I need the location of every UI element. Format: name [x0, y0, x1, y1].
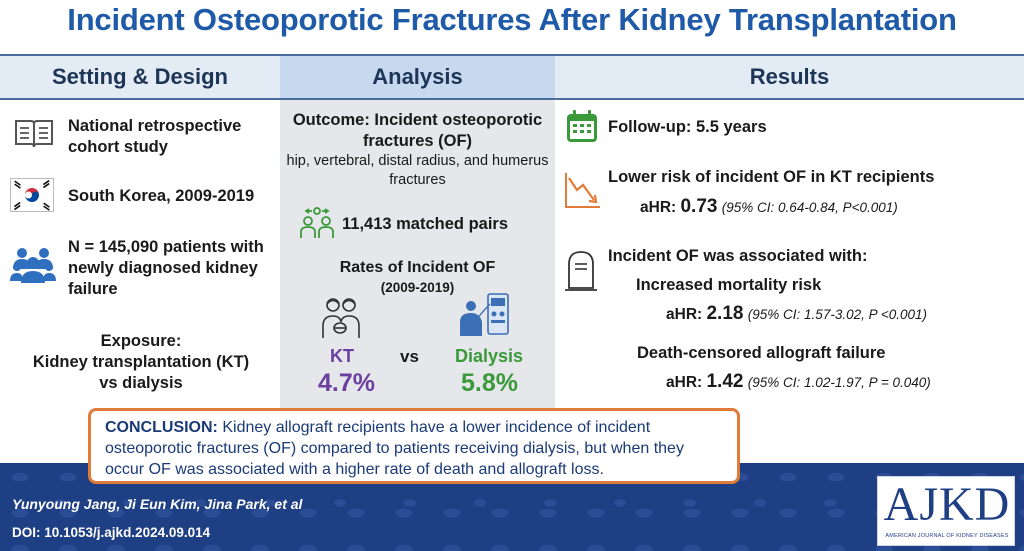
- exposure-label: Exposure:: [100, 332, 182, 350]
- kt-label: KT: [330, 346, 354, 366]
- outcome-detail: hip, vertebral, distal radius, and humerus fractures: [286, 153, 549, 188]
- rates-block: [285, 258, 550, 298]
- mortality-ci: (95% CI: 1.57-3.02, P <0.001): [747, 307, 928, 322]
- matched-pairs: 11,413 matched pairs: [342, 215, 509, 233]
- study-design: National retrospective cohort study: [68, 117, 242, 156]
- book-icon: [14, 117, 54, 149]
- page-title: Incident Osteoporotic Fractures After Kidney Transplantation: [67, 2, 957, 37]
- ahr-label: aHR:: [666, 374, 703, 391]
- lower-risk-ci: (95% CI: 0.64-0.84, P<0.001): [721, 200, 898, 215]
- graft-ci: (95% CI: 1.02-1.97, P = 0.040): [747, 375, 931, 390]
- associated-heading: Incident OF was associated with:: [608, 247, 868, 265]
- header-setting: Setting & Design: [0, 56, 280, 98]
- vs-label: vs: [400, 347, 419, 366]
- doi: DOI: 10.1053/j.ajkd.2024.09.014: [12, 525, 211, 540]
- south-korea-flag-icon: [10, 178, 54, 212]
- study-population: N = 145,090 patients with newly diagnosed kidney failure: [68, 238, 264, 298]
- study-country: South Korea, 2009-2019: [68, 187, 255, 205]
- lower-risk-ahr: 0.73: [680, 196, 718, 217]
- header-results: Results: [555, 56, 1024, 98]
- decline-chart-icon: [563, 170, 603, 210]
- exposure-dialysis: vs dialysis: [99, 374, 183, 392]
- outcome-block: [285, 110, 550, 190]
- ahr-label: aHR:: [640, 199, 677, 216]
- rates-title: Rates of Incident OF: [339, 259, 496, 276]
- people-group-icon: [10, 245, 56, 285]
- graft-failure: Death-censored allograft failure: [637, 344, 886, 362]
- rates-period: (2009-2019): [380, 280, 455, 295]
- calendar-icon: [565, 108, 599, 144]
- conclusion-box: [88, 408, 740, 484]
- transplant-surgeons-icon: [320, 296, 362, 340]
- ahr-label: aHR:: [666, 306, 703, 323]
- graft-ahr: 1.42: [706, 371, 744, 392]
- conclusion-text: Kidney allograft recipients have a lower incidence of incident osteoporotic fractures (OF) compared to patients receiving dialysis, but when they occur OF was associated with a higher rate of death and allograft loss.: [105, 419, 684, 478]
- mortality-stat: [666, 303, 927, 325]
- mortality: Increased mortality risk: [636, 276, 822, 294]
- outcome-title: Outcome: Incident osteoporotic fractures (OF): [292, 111, 543, 150]
- dialysis-rate: 5.8%: [461, 369, 518, 397]
- column-headers: [0, 54, 1024, 100]
- matched-pairs-icon: [298, 206, 336, 240]
- lower-risk-stat: [640, 196, 898, 218]
- journal-logo-text: AJKD: [883, 478, 1011, 531]
- authors: Yunyoung Jang, Ji Eun Kim, Jina Park, et al: [12, 496, 303, 512]
- tombstone-icon: [563, 248, 599, 294]
- exposure-block: [10, 331, 272, 394]
- journal-logo: [877, 476, 1015, 546]
- followup: Follow-up: 5.5 years: [608, 118, 767, 136]
- mortality-ahr: 2.18: [706, 303, 744, 324]
- journal-logo-subtext: AMERICAN JOURNAL OF KIDNEY DISEASES: [885, 533, 1009, 539]
- dialysis-label: Dialysis: [455, 346, 524, 366]
- conclusion-label: CONCLUSION:: [105, 419, 218, 436]
- lower-risk: Lower risk of incident OF in KT recipients: [608, 168, 935, 186]
- graft-stat: [666, 371, 931, 393]
- kt-rate: 4.7%: [318, 369, 375, 397]
- exposure-kt: Kidney transplantation (KT): [32, 353, 250, 371]
- dialysis-machine-icon: [458, 292, 510, 338]
- header-analysis: Analysis: [280, 56, 555, 98]
